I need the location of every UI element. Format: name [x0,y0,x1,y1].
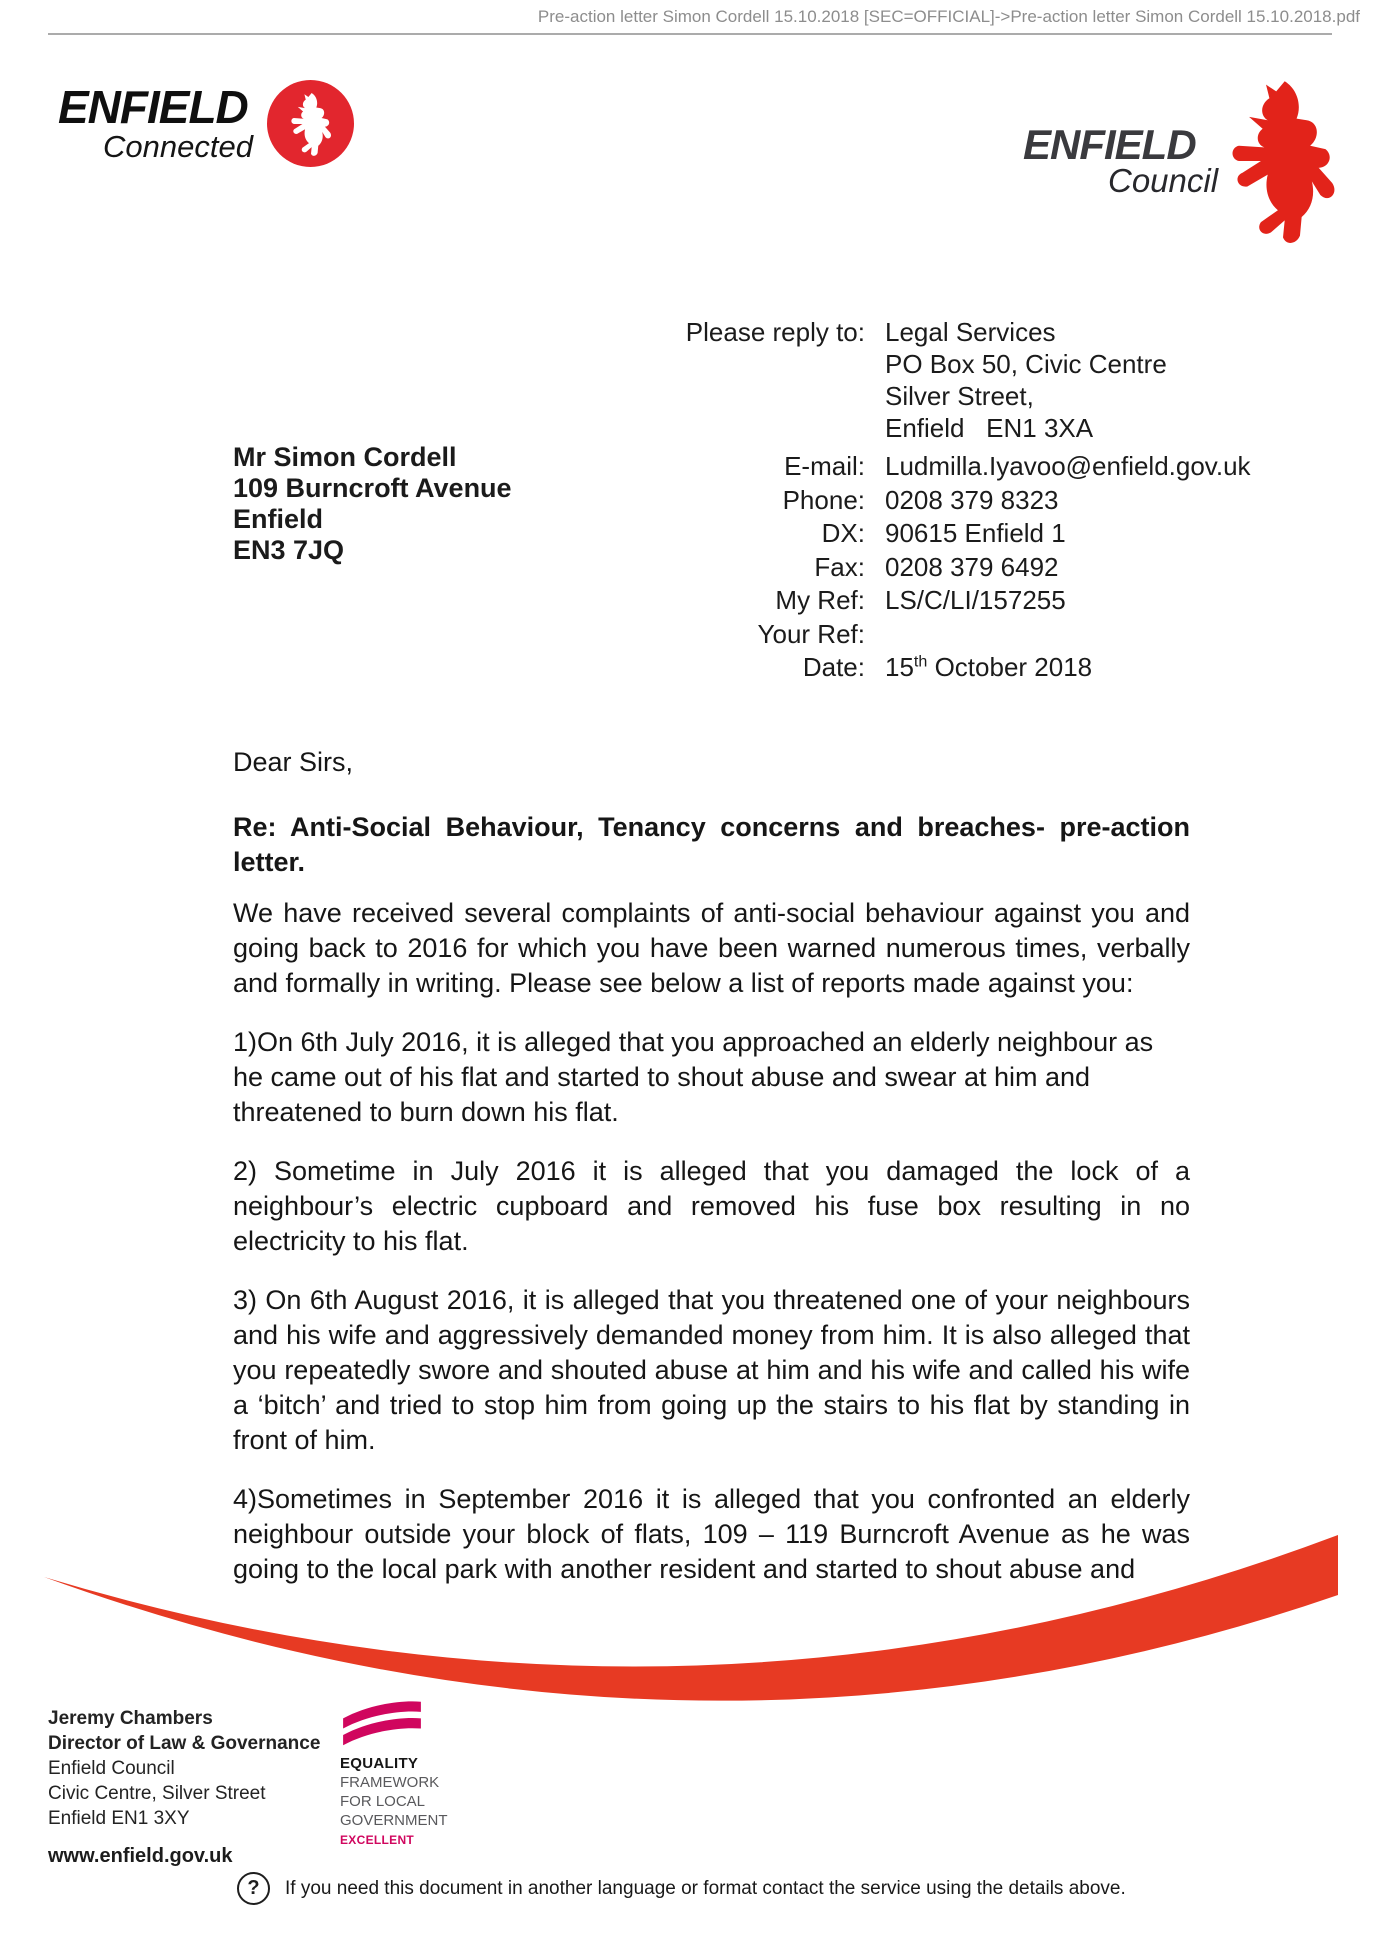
recipient-address [233,442,512,566]
contact-label: E-mail: [784,451,865,481]
paragraph-item-1: 1)On 6th July 2016, it is alleged that you approached an elderly neighbour as he came out of his flat and started to shout abuse and swear at him and threatened to burn down his flat. [233,1027,1154,1127]
swoosh-graphic [0,1530,1378,1715]
letter-body [233,745,1190,1611]
signatory-block [48,1706,320,1831]
website-url: www.enfield.gov.uk [48,1845,233,1867]
date-rest: October 2018 [927,652,1093,682]
contact-label: Your Ref: [757,618,865,649]
signatory-address: Civic Centre, Silver Street [48,1783,266,1804]
enfield-connected-logo-tagline: Connected [103,129,253,164]
email-value: Ludmilla.Iyavoo@enfield.gov.uk [885,451,1251,481]
reply-to-address [885,316,1167,444]
contact-label: DX: [821,518,865,548]
recipient-line: Mr Simon Cordell [233,442,457,472]
phone-value: 0208 379 8323 [885,484,1059,515]
subject-line: Re: Anti-Social Behaviour, Tenancy concerns and breaches- pre-action letter. [233,812,1190,877]
enfield-council-logo-tagline: Council [1108,162,1219,199]
language-help-text: If you need this document in another language or format contact the service using the details above. [285,1877,1126,1899]
enfield-connected-logo-text: ENFIELD [58,81,248,133]
contact-label: Fax: [814,551,865,582]
equality-logo-line: FOR LOCAL [340,1793,426,1810]
equality-logo-line: GOVERNMENT [340,1812,448,1829]
document-title: Pre-action letter Simon Cordell 15.10.2018 [SEC=OFFICIAL]->Pre-action letter Simon Cordell 15.10.2018.pdf [537,7,1360,26]
equality-logo-line: EQUALITY [340,1755,419,1772]
equality-framework-logo [340,1698,510,1847]
reply-to-line: PO Box 50, Civic Centre [885,349,1167,379]
your-ref-value [885,618,1251,652]
reply-to-line: Enfield EN1 3XA [885,413,1094,443]
enfield-lion-icon [1227,76,1339,246]
fax-value: 0208 379 6492 [885,551,1059,582]
reply-to-label: Please reply to: [685,317,865,347]
recipient-line: 109 Burncroft Avenue [233,473,512,503]
reply-to-block [500,316,1167,444]
contact-label: Phone: [782,484,865,515]
date-day: 15 [885,652,914,682]
my-ref-value: LS/C/LI/157255 [885,585,1066,615]
reply-to-line: Silver Street, [885,381,1034,411]
equality-stripes-icon [340,1698,424,1748]
contact-label: My Ref: [775,585,865,615]
signatory-address: Enfield EN1 3XY [48,1808,190,1829]
paragraph-item-4: 4)Sometimes in September 2016 it is alleged that you confronted an elderly neighbour outside your block of flats, 109 – 119 Burncroft Avenue as he was going to the local park with another resident and started to shout abuse and [233,1484,1190,1584]
reply-to-line: Legal Services [885,317,1056,347]
question-mark-icon: ? [237,1872,270,1905]
enfield-council-logo-text: ENFIELD [1023,121,1196,168]
signatory-name: Jeremy Chambers [48,1708,213,1729]
recipient-line: Enfield [233,504,324,534]
date-value [885,651,1251,685]
paragraph-item-3: 3) On 6th August 2016, it is alleged that you threatened one of your neighbours and his wife and aggressively demanded money from him. It is also alleged that you repeatedly swore and shouted abuse at him and his wife and called his wife a ‘bitch’ and tried to stop him from going up the stairs to his flat by standing in front of him. [233,1285,1190,1455]
salutation: Dear Sirs, [233,747,354,777]
equality-logo-line: FRAMEWORK [340,1774,440,1791]
enfield-crest-icon [288,91,334,157]
language-help-line [237,1872,1126,1905]
dx-value: 90615 Enfield 1 [885,518,1066,548]
equality-logo-badge: EXCELLENT [340,1833,415,1847]
contact-details [500,450,1251,685]
contact-label: Date: [802,652,865,682]
recipient-line: EN3 7JQ [233,535,345,565]
signatory-org: Enfield Council [48,1758,175,1779]
paragraph-item-2: 2) Sometime in July 2016 it is alleged that you damaged the lock of a neighbour’s electric cupboard and removed his fuse box resulting in no electricity to his flat. [233,1156,1190,1256]
paragraph-intro: We have received several complaints of anti-social behaviour against you and going back to 2016 for which you have been warned numerous times, verbally and formally in writing. Please see below a list of reports made against you: [233,898,1190,998]
signatory-title: Director of Law & Governance [48,1733,321,1754]
header-divider [48,33,1332,35]
enfield-connected-logo-badge [267,80,354,167]
date-ordinal: th [913,652,928,671]
